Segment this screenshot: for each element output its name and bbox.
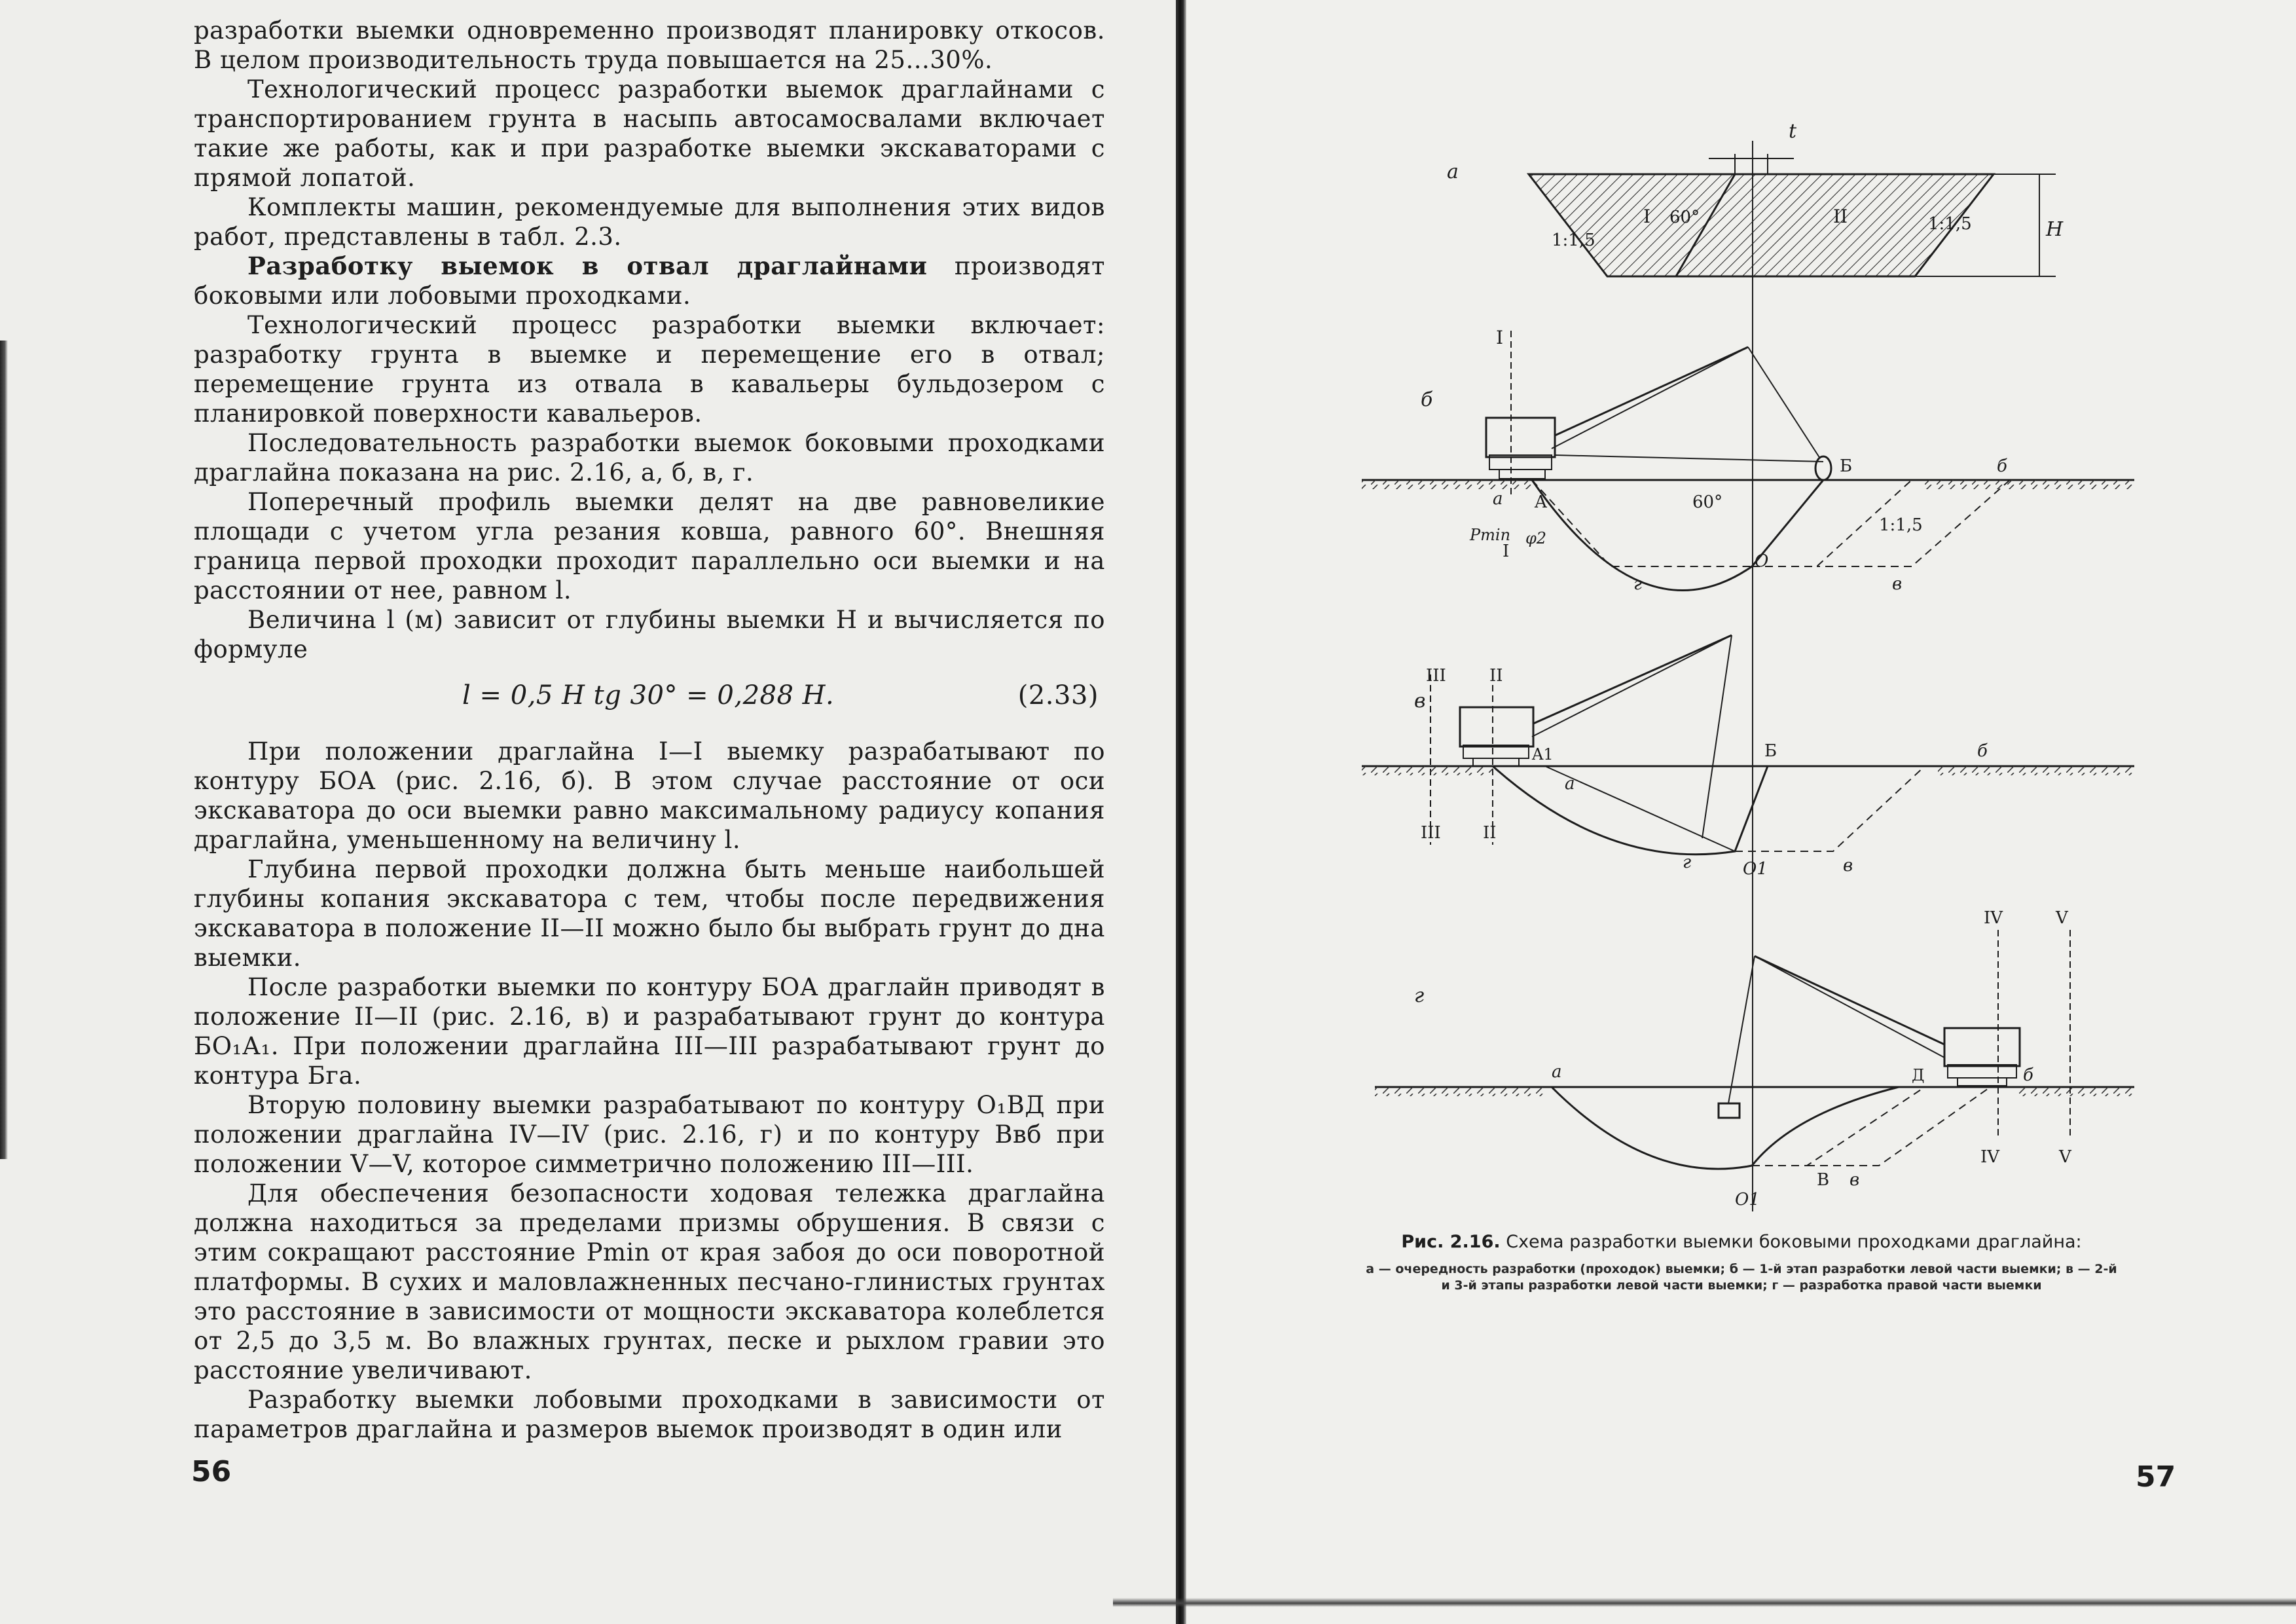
- paragraph: [194, 251, 1105, 310]
- dragline-boom-b: [1555, 347, 1748, 435]
- formula-expression: l = 0,5 H tg 30° = 0,288 H.: [462, 680, 835, 710]
- phi-label: φ2: [1525, 529, 1547, 547]
- point-a1: A1: [1532, 745, 1554, 764]
- pmin-label: Pmin: [1470, 526, 1511, 544]
- point-a-b: A: [1535, 492, 1547, 512]
- point-g-v: г: [1683, 853, 1692, 872]
- point-o1-g: O1: [1735, 1190, 1760, 1209]
- paragraph-text: Комплекты машин, рекомендуемые для выполнения этих видов работ, представлены в табл. 2.3.: [194, 193, 1105, 251]
- section-iv-bottom: IV: [1980, 1147, 2000, 1167]
- caption-legend: а — очередность разработки (проходок) выемки; б — 1-й этап разработки левой части выемки; в — 2-й и 3-й этапы разработки левой части выемки; г — разработка правой части выемки: [1366, 1262, 2117, 1293]
- paragraph-text: Последовательность разработки выемок боковыми проходками драглайна показана на рис. 2.16, а, б, в, г.: [194, 429, 1105, 487]
- page-number-left: 56: [191, 1455, 232, 1488]
- part-1-label: I: [1643, 206, 1651, 227]
- point-small-b: б: [1997, 456, 2007, 476]
- panel-a: [1447, 120, 2064, 276]
- paragraph-text: Разработку выемки лобовыми проходками в зависимости от параметров драглайна и размеров выемок производят в один или: [194, 1386, 1105, 1443]
- contour-boa: [1532, 480, 1823, 591]
- paragraph-text: Вторую половину выемки разрабатывают по контуру О₁ВД при положении драглайна IV—IV (рис. 2.16, г) и по контуру Ввб при положении V—V, которое симметрично положению III—III.: [194, 1091, 1105, 1178]
- paragraph: [194, 310, 1105, 428]
- dragline-boom-v: [1533, 635, 1732, 724]
- paragraph-text: Поперечный профиль выемки делят на две равновеликие площади с учетом угла резания ковша, равного 60°. Внешняя граница первой проходки проходит параллельно оси выемки и на расстоянии от нее, равном l.: [194, 488, 1105, 604]
- section-iii-top: III: [1426, 666, 1446, 686]
- paragraph: [194, 487, 1105, 605]
- angle-60-b: 60°: [1692, 492, 1723, 512]
- panel-b-label: б: [1421, 388, 1433, 411]
- paragraph-text: После разработки выемки по контуру БОА драглайн приводят в положение II—II (рис. 2.16, в) и разрабатывают грунт до контура БО₁А₁. При положении драглайна III—III разрабатывают грунт до контура Бга.: [194, 973, 1105, 1090]
- paragraph: [194, 1385, 1105, 1444]
- formula-2-33: [194, 681, 1105, 710]
- scan-bottom-edge: [1113, 1598, 2296, 1607]
- panel-b: [1362, 327, 2134, 594]
- panel-g: [1375, 908, 2134, 1209]
- paragraph-text: Глубина первой проходки должна быть меньше наибольшей глубины копания экскаватора с тем, чтобы после передвижения экскаватора в положение II—II можно было бы выбрать грунт до дна выемки.: [194, 855, 1105, 972]
- excavation-cross-section: [1529, 174, 1994, 276]
- paragraph-text: Для обеспечения безопасности ходовая тележка драглайна должна находиться за пределами призмы обрушения. В связи с этим сокращают расстояние Pmin от края забоя до оси поворотной платформы. В сухих и маловлажненных песчано-глинистых грунтах это расстояние в зависимости от мощности экскаватора колеблется от 2,5 до 3,5 м. Во влажных грунтах, песке и рыхлом гравии это расстояние увеличивают.: [194, 1179, 1105, 1384]
- paragraph: [194, 605, 1105, 664]
- paragraph: [194, 972, 1105, 1090]
- dragline-cab-v: [1460, 707, 1533, 747]
- point-a-g: a: [1552, 1062, 1562, 1082]
- panel-v: [1362, 635, 2134, 879]
- paragraph: [194, 1090, 1105, 1179]
- point-g-b: г: [1633, 574, 1643, 594]
- paragraph-text: Технологический процесс разработки выемки включает: разработку грунта в выемке и перемещение его в отвал; перемещение грунта из отвала в кавальеры бульдозером с планировкой поверхности кавальеров.: [194, 311, 1105, 428]
- section-iii-bottom: III: [1421, 823, 1441, 843]
- paragraph: [194, 75, 1105, 193]
- section-v-top: V: [2056, 908, 2068, 928]
- dim-t-label: t: [1789, 120, 1797, 143]
- paragraph-text: При положении драглайна I—I выемку разрабатывают по контуру БОА (рис. 2.16, б). В этом случае расстояние от оси экскаватора до оси выемки равно максимальному радиусу копания драглайна, уменьшенному на величину l.: [194, 737, 1105, 854]
- dragline-boom-g: [1755, 956, 1944, 1044]
- formula-number: (2.33): [1017, 680, 1099, 710]
- panel-g-label: г: [1414, 984, 1425, 1007]
- dim-h-label: H: [2046, 218, 2064, 241]
- page-number-right: 57: [2136, 1460, 2176, 1494]
- section-ii-top: II: [1489, 666, 1503, 686]
- scan-edge: [0, 341, 8, 1159]
- dragline-cab-b: [1486, 418, 1555, 457]
- part-2-label: II: [1833, 206, 1848, 227]
- paragraph-text: Технологический процесс разработки выемок драглайнами с транспортированием грунта в насыпь автосамосвалами включает такие же работы, как и при разработке выемки экскаваторами с прямой лопатой.: [194, 75, 1105, 192]
- paragraph-text: разработки выемки одновременно производят планировку откосов. В целом производительность труда повышается на 25...30%.: [194, 16, 1105, 74]
- section-i-bottom: I: [1503, 542, 1510, 561]
- paragraph: [194, 16, 1105, 75]
- bucket-b: [1815, 456, 1831, 480]
- paragraph: [194, 193, 1105, 251]
- point-o1-v: O1: [1743, 859, 1768, 879]
- contour-o1vd: [1552, 1087, 1899, 1169]
- paragraphs-before-formula: [194, 16, 1105, 664]
- point-small-v: б: [1977, 741, 1988, 761]
- paragraph: [194, 1179, 1105, 1385]
- paragraph-text: Величина l (м) зависит от глубины выемки H и вычисляется по формуле: [194, 606, 1105, 663]
- point-a-v: a: [1565, 774, 1575, 794]
- panel-v-label: в: [1414, 690, 1426, 712]
- point-a-small: a: [1493, 489, 1503, 509]
- contour-bo1a1: [1493, 766, 1768, 855]
- paragraphs-after-formula: [194, 737, 1105, 1444]
- section-v-bottom: V: [2059, 1147, 2071, 1167]
- bucket-g: [1719, 1103, 1740, 1118]
- point-v-v: в: [1843, 856, 1853, 876]
- caption-prefix: Рис. 2.16.: [1401, 1232, 1501, 1252]
- slope-right-label: 1:1,5: [1928, 214, 1972, 234]
- panel-a-label: а: [1447, 160, 1459, 183]
- point-o: O: [1755, 551, 1769, 571]
- point-b-v: Б: [1764, 741, 1777, 761]
- point-small-g: б: [2023, 1065, 2033, 1085]
- figure-caption: [1362, 1231, 2121, 1294]
- point-b-b: Б: [1840, 456, 1853, 476]
- point-v-g: в: [1850, 1170, 1860, 1190]
- point-B-g: B: [1817, 1170, 1830, 1190]
- section-iv-top: IV: [1984, 908, 2003, 928]
- left-text-column: [194, 16, 1105, 1444]
- point-v-b: в: [1892, 574, 1903, 594]
- caption-title-text: Схема разработки выемки боковыми проходками драглайна:: [1500, 1232, 2082, 1252]
- section-i-top: I: [1496, 327, 1504, 348]
- angle-60-label: 60°: [1669, 208, 1700, 227]
- section-ii-bottom: II: [1483, 823, 1497, 843]
- slope-left-label: 1:1,5: [1552, 231, 1595, 250]
- point-d-g: Д: [1912, 1066, 1925, 1084]
- paragraph: [194, 428, 1105, 487]
- paragraph-bold-lead: Разработку выемок в отвал драглайнами: [247, 251, 928, 280]
- paragraph: [194, 855, 1105, 972]
- paragraph-text: производят боковыми или лобовыми проходками.: [194, 252, 1105, 310]
- book-gutter: [1176, 0, 1186, 1624]
- slope-b: 1:1,5: [1879, 515, 1923, 535]
- caption-title: [1362, 1231, 2121, 1253]
- dragline-cab-g: [1944, 1028, 2020, 1066]
- paragraph: [194, 737, 1105, 855]
- figure-2-16-diagram: [1336, 105, 2134, 1218]
